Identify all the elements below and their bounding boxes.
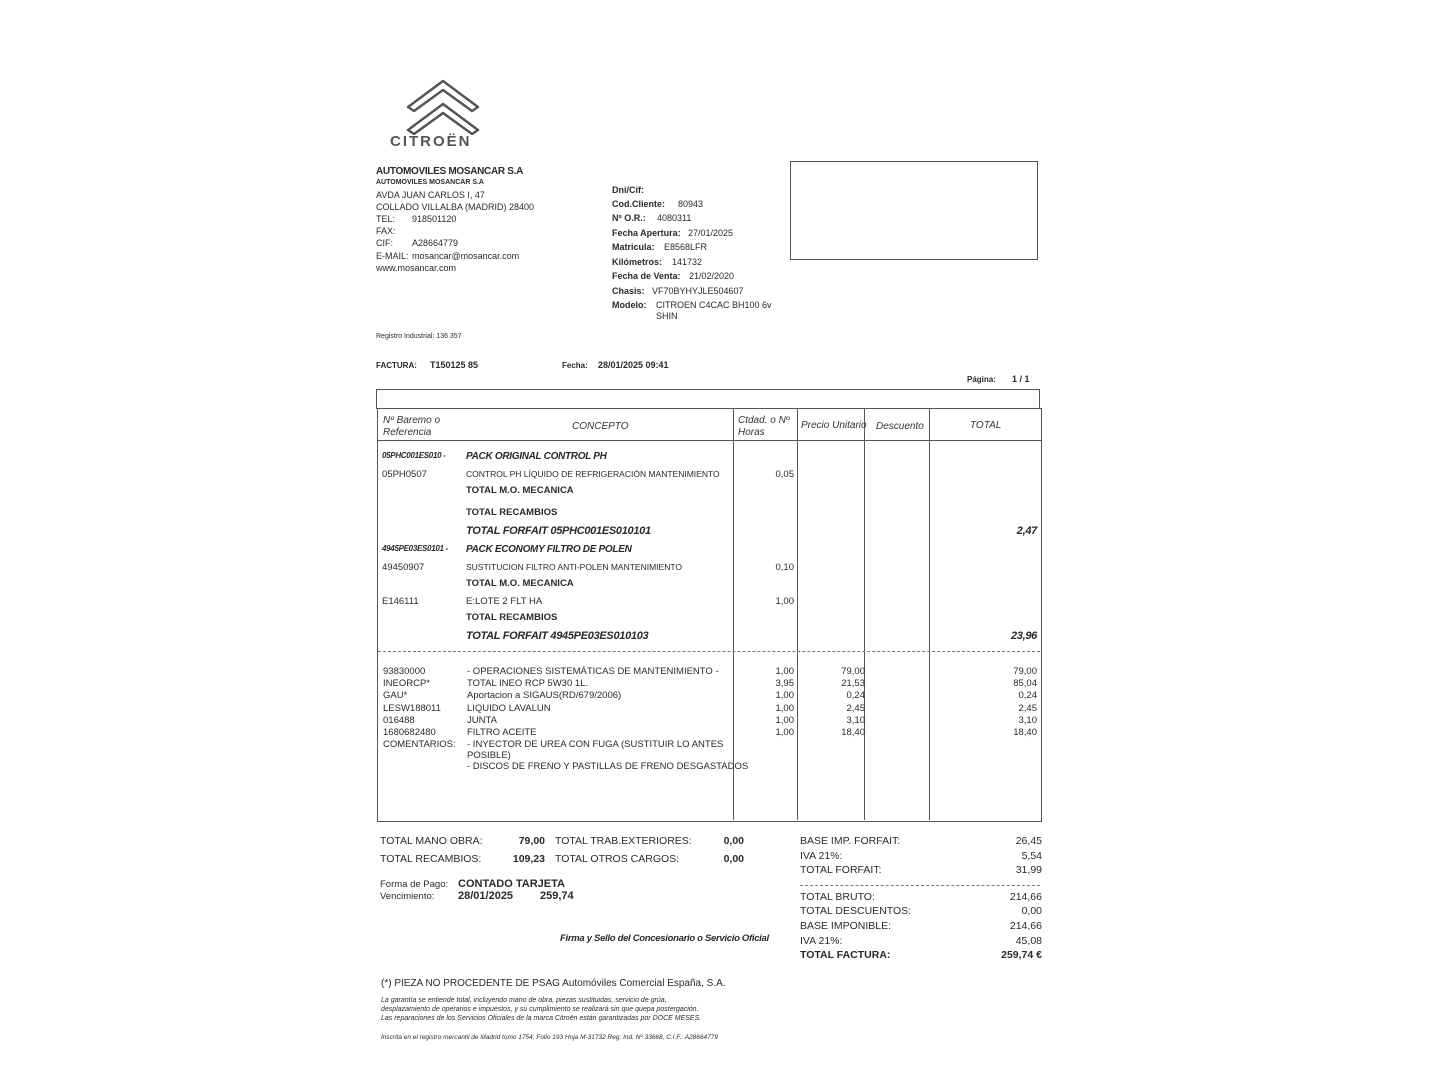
pack1-desc: CONTROL PH LÍQUIDO DE REFRIGERACIÓN MANTENIMIENTO bbox=[466, 469, 720, 479]
line-price: 18,40 bbox=[841, 727, 865, 738]
km-label: Kilómetros: bbox=[612, 257, 663, 267]
vencimiento-label: Vencimiento: bbox=[380, 891, 435, 902]
pack2-ref2: E146111 bbox=[382, 596, 419, 607]
line-price: 3,10 bbox=[846, 715, 865, 726]
forma-pago-label: Forma de Pago: bbox=[380, 879, 449, 890]
pack1-title: PACK ORIGINAL CONTROL PH bbox=[466, 451, 607, 462]
iva-forfait-label: IVA 21%: bbox=[800, 850, 843, 862]
line-desc: JUNTA bbox=[467, 715, 497, 726]
fecha: 28/01/2025 09:41 bbox=[598, 360, 669, 370]
bruto-value: 214,66 bbox=[1009, 891, 1042, 903]
line-total: 2,45 bbox=[1018, 703, 1037, 714]
company-fax-label: FAX: bbox=[376, 226, 396, 236]
forma-pago: CONTADO TARJETA bbox=[458, 878, 565, 890]
pack1-rec: TOTAL RECAMBIOS bbox=[466, 507, 558, 518]
base-forfait-label: BASE IMP. FORFAIT: bbox=[800, 835, 901, 847]
pack2-forfait-total: 23,96 bbox=[1010, 630, 1037, 642]
dni-label: Dni/Cif: bbox=[612, 185, 644, 195]
comentarios-label: COMENTARIOS: bbox=[383, 739, 456, 750]
line-total: 85,04 bbox=[1013, 678, 1037, 689]
line-total: 3,10 bbox=[1018, 715, 1037, 726]
cod-cliente: 80943 bbox=[678, 199, 704, 209]
line-desc: FILTRO ACEITE bbox=[467, 727, 537, 738]
otros-value: 0,00 bbox=[723, 853, 744, 865]
modelo-label: Modelo: bbox=[612, 300, 647, 310]
pack2-mo: TOTAL M.O. MECANICA bbox=[466, 578, 574, 589]
pack1-forfait-total: 2,47 bbox=[1016, 525, 1037, 537]
firma-sello: Firma y Sello del Concesionario o Servicio Oficial bbox=[560, 933, 769, 944]
col-divider-3 bbox=[864, 409, 865, 820]
line-ref: 016488 bbox=[383, 715, 415, 726]
packs-separator bbox=[378, 651, 1040, 652]
factura-label: FACTURA: bbox=[376, 361, 417, 370]
line-price: 21,53 bbox=[841, 678, 865, 689]
line-total: 0,24 bbox=[1018, 690, 1037, 701]
cod-cliente-label: Cod.Cliente: bbox=[612, 199, 665, 209]
pack2-code: 4945PE03ES0101 - bbox=[382, 544, 448, 553]
pieza-note bbox=[381, 978, 726, 989]
recambios-label: TOTAL RECAMBIOS: bbox=[380, 853, 482, 865]
modelo-line2: SHIN bbox=[656, 311, 678, 321]
vencimiento-importe: 259,74 bbox=[540, 890, 574, 902]
garantia-line: desplazamiento de operarios e impuestos, y su cumplimiento se realizará sin que quepa postergación. bbox=[381, 1006, 699, 1013]
header-total: TOTAL bbox=[970, 420, 1002, 431]
total-factura-label: TOTAL FACTURA: bbox=[800, 949, 891, 961]
trab-ext-value: 0,00 bbox=[723, 835, 744, 847]
fecha-label: Fecha: bbox=[562, 361, 588, 370]
company-cif: A28664779 bbox=[412, 238, 459, 248]
pack1-qty: 0,05 bbox=[775, 469, 794, 480]
recambios-value: 109,23 bbox=[512, 853, 545, 865]
line-price: 79,00 bbox=[841, 666, 865, 677]
registro-mercantil: Inscrita en el registro mercantil de Madrid tomo 1754, Folio 193 Hoja M-31732 Reg. Ind. Nº 33668, C.I.F.: A28664779 bbox=[381, 1034, 718, 1041]
header-cantidad: Ctdad. o Nº Horas bbox=[738, 415, 790, 438]
line-desc: LIQUIDO LAVALUN bbox=[467, 703, 551, 714]
pack2-qty2: 1,00 bbox=[775, 596, 794, 607]
iva-label: IVA 21%: bbox=[800, 935, 843, 947]
chasis-label: Chasis: bbox=[612, 286, 645, 296]
pack2-desc: SUSTITUCION FILTRO ANTI-POLEN MANTENIMIENTO bbox=[466, 562, 682, 572]
garantia-line: La garantía se entiende total, incluyendo mano de obra, piezas sustituidas, servicio de grúa, bbox=[381, 997, 667, 1004]
total-forfait-value: 31,99 bbox=[1015, 864, 1042, 876]
iva-forfait-value: 5,54 bbox=[1021, 850, 1042, 862]
company-tel: 918501120 bbox=[412, 214, 457, 224]
matricula: E8568LFR bbox=[664, 242, 708, 252]
header-concepto: CONCEPTO bbox=[572, 421, 629, 432]
pack2-forfait: TOTAL FORFAIT 4945PE03ES010103 bbox=[466, 630, 649, 642]
otros-label: TOTAL OTROS CARGOS: bbox=[555, 853, 680, 865]
line-ref: 93830000 bbox=[383, 666, 426, 677]
or-label: Nº O.R.: bbox=[612, 213, 646, 223]
km: 141732 bbox=[672, 257, 703, 267]
comentario-line: - DISCOS DE FRENO Y PASTILLAS DE FRENO DESGASTADOS bbox=[467, 761, 749, 772]
line-ref: LESW188011 bbox=[383, 703, 441, 714]
line-ref: 1680682480 bbox=[383, 727, 436, 738]
col-divider-2 bbox=[797, 409, 798, 820]
base-forfait-value: 26,45 bbox=[1015, 835, 1042, 847]
company-address2: COLLADO VILLALBA (MADRID) 28400 bbox=[376, 202, 535, 212]
line-qty: 1,00 bbox=[775, 715, 794, 726]
line-price: 0,24 bbox=[846, 690, 865, 701]
pack2-title: PACK ECONOMY FILTRO DE POLEN bbox=[466, 544, 632, 555]
pack1-mo: TOTAL M.O. MECANICA bbox=[466, 485, 574, 496]
header-ref: Nº Baremo o Referencia bbox=[383, 415, 441, 438]
descuentos-value: 0,00 bbox=[1021, 905, 1042, 917]
pack2-desc2: E:LOTE 2 FLT HA bbox=[466, 596, 543, 607]
comentario-line: - INYECTOR DE UREA CON FUGA (SUSTITUIR LO ANTES bbox=[467, 739, 724, 750]
company-address1: AVDA JUAN CARLOS I, 47 bbox=[376, 190, 485, 200]
pagina-label: Página: bbox=[967, 375, 996, 384]
address-window-box bbox=[790, 161, 1038, 260]
pack1-code: 05PHC001ES010 - bbox=[382, 451, 446, 460]
col-divider-4 bbox=[929, 409, 930, 820]
company-email[interactable]: mosancar@mosancar.com bbox=[412, 251, 520, 261]
venta-label: Fecha de Venta: bbox=[612, 271, 681, 281]
garantia-line: Las reparaciones de los Servicios Oficiales de la marca Citroën están garantizadas por DOCE MESES. bbox=[381, 1015, 702, 1022]
line-ref: GAU* bbox=[383, 690, 408, 701]
trab-ext-label: TOTAL TRAB.EXTERIORES: bbox=[555, 835, 692, 847]
company-email-label: E-MAIL: bbox=[376, 251, 409, 261]
company-cif-label: CIF: bbox=[376, 238, 393, 248]
chasis: VF70BYHYJLE504607 bbox=[652, 286, 744, 296]
line-total: 18,40 bbox=[1013, 727, 1037, 738]
pack2-rec: TOTAL RECAMBIOS bbox=[466, 612, 558, 623]
total-factura-value: 259,74 € bbox=[1001, 949, 1042, 961]
company-name-small: AUTOMOVILES MOSANCAR S.A bbox=[376, 179, 484, 186]
pack1-ref: 05PH0507 bbox=[382, 469, 427, 480]
pack2-ref: 49450907 bbox=[382, 562, 425, 573]
line-ref: INEORCP* bbox=[383, 678, 430, 689]
base-imponible-value: 214,66 bbox=[1009, 920, 1042, 932]
comentario-line: POSIBLE) bbox=[467, 750, 511, 761]
apertura-date: 27/01/2025 bbox=[688, 228, 734, 238]
citroen-chevrons-icon bbox=[403, 75, 483, 135]
line-price: 2,45 bbox=[846, 703, 865, 714]
line-desc: TOTAL INEO RCP 5W30 1L. bbox=[467, 678, 589, 689]
line-desc: - OPERACIONES SISTEMÁTICAS DE MANTENIMIENTO - bbox=[467, 666, 719, 677]
line-desc: Aportacion a SIGAUS(RD/679/2006) bbox=[467, 690, 622, 701]
table-top-band bbox=[376, 389, 1040, 409]
modelo-line1: CITROEN C4CAC BH100 6v bbox=[656, 300, 772, 310]
col-divider-1 bbox=[733, 409, 734, 820]
company-name: AUTOMOVILES MOSANCAR S.A bbox=[376, 166, 524, 177]
pack1-forfait: TOTAL FORFAIT 05PHC001ES010101 bbox=[466, 525, 651, 537]
apertura-label: Fecha Apertura: bbox=[612, 228, 681, 238]
total-forfait-label: TOTAL FORFAIT: bbox=[800, 864, 882, 876]
company-tel-label: TEL: bbox=[376, 214, 396, 224]
iva-value: 45,08 bbox=[1015, 935, 1042, 947]
totals-separator bbox=[800, 885, 1040, 886]
venta-date: 21/02/2020 bbox=[689, 271, 735, 281]
line-qty: 3,95 bbox=[775, 678, 794, 689]
line-qty: 1,00 bbox=[775, 666, 794, 677]
factura-number: T150125 85 bbox=[430, 360, 479, 370]
pagina: 1 / 1 bbox=[1012, 374, 1030, 384]
table-header-divider bbox=[378, 440, 1041, 441]
header-precio: Precio Unitario bbox=[801, 420, 867, 431]
vencimiento-date: 28/01/2025 bbox=[458, 890, 514, 902]
bruto-label: TOTAL BRUTO: bbox=[800, 891, 875, 903]
mano-obra-label: TOTAL MANO OBRA: bbox=[380, 835, 483, 847]
base-imponible-label: BASE IMPONIBLE: bbox=[800, 920, 892, 932]
matricula-label: Matricula: bbox=[612, 242, 655, 252]
line-qty: 1,00 bbox=[775, 727, 794, 738]
line-total: 79,00 bbox=[1013, 666, 1037, 677]
pack2-qty: 0,10 bbox=[775, 562, 794, 573]
brand-logo bbox=[385, 70, 495, 155]
registro-industrial: Registro Industrial: 136 357 bbox=[376, 333, 462, 340]
mano-obra-value: 79,00 bbox=[518, 835, 545, 847]
descuentos-label: TOTAL DESCUENTOS: bbox=[800, 905, 912, 917]
pieza-prefix: (*) PIEZA NO PROCEDENTE DE PSAG bbox=[381, 978, 560, 989]
line-qty: 1,00 bbox=[775, 690, 794, 701]
pieza-suffix: Automóviles Comercial España, S.A. bbox=[562, 978, 726, 989]
or-number: 4080311 bbox=[657, 213, 692, 223]
line-qty: 1,00 bbox=[775, 703, 794, 714]
header-descuento: Descuento bbox=[876, 421, 924, 432]
company-web[interactable]: www.mosancar.com bbox=[376, 263, 457, 273]
brand-name: CITROËN bbox=[390, 133, 472, 150]
